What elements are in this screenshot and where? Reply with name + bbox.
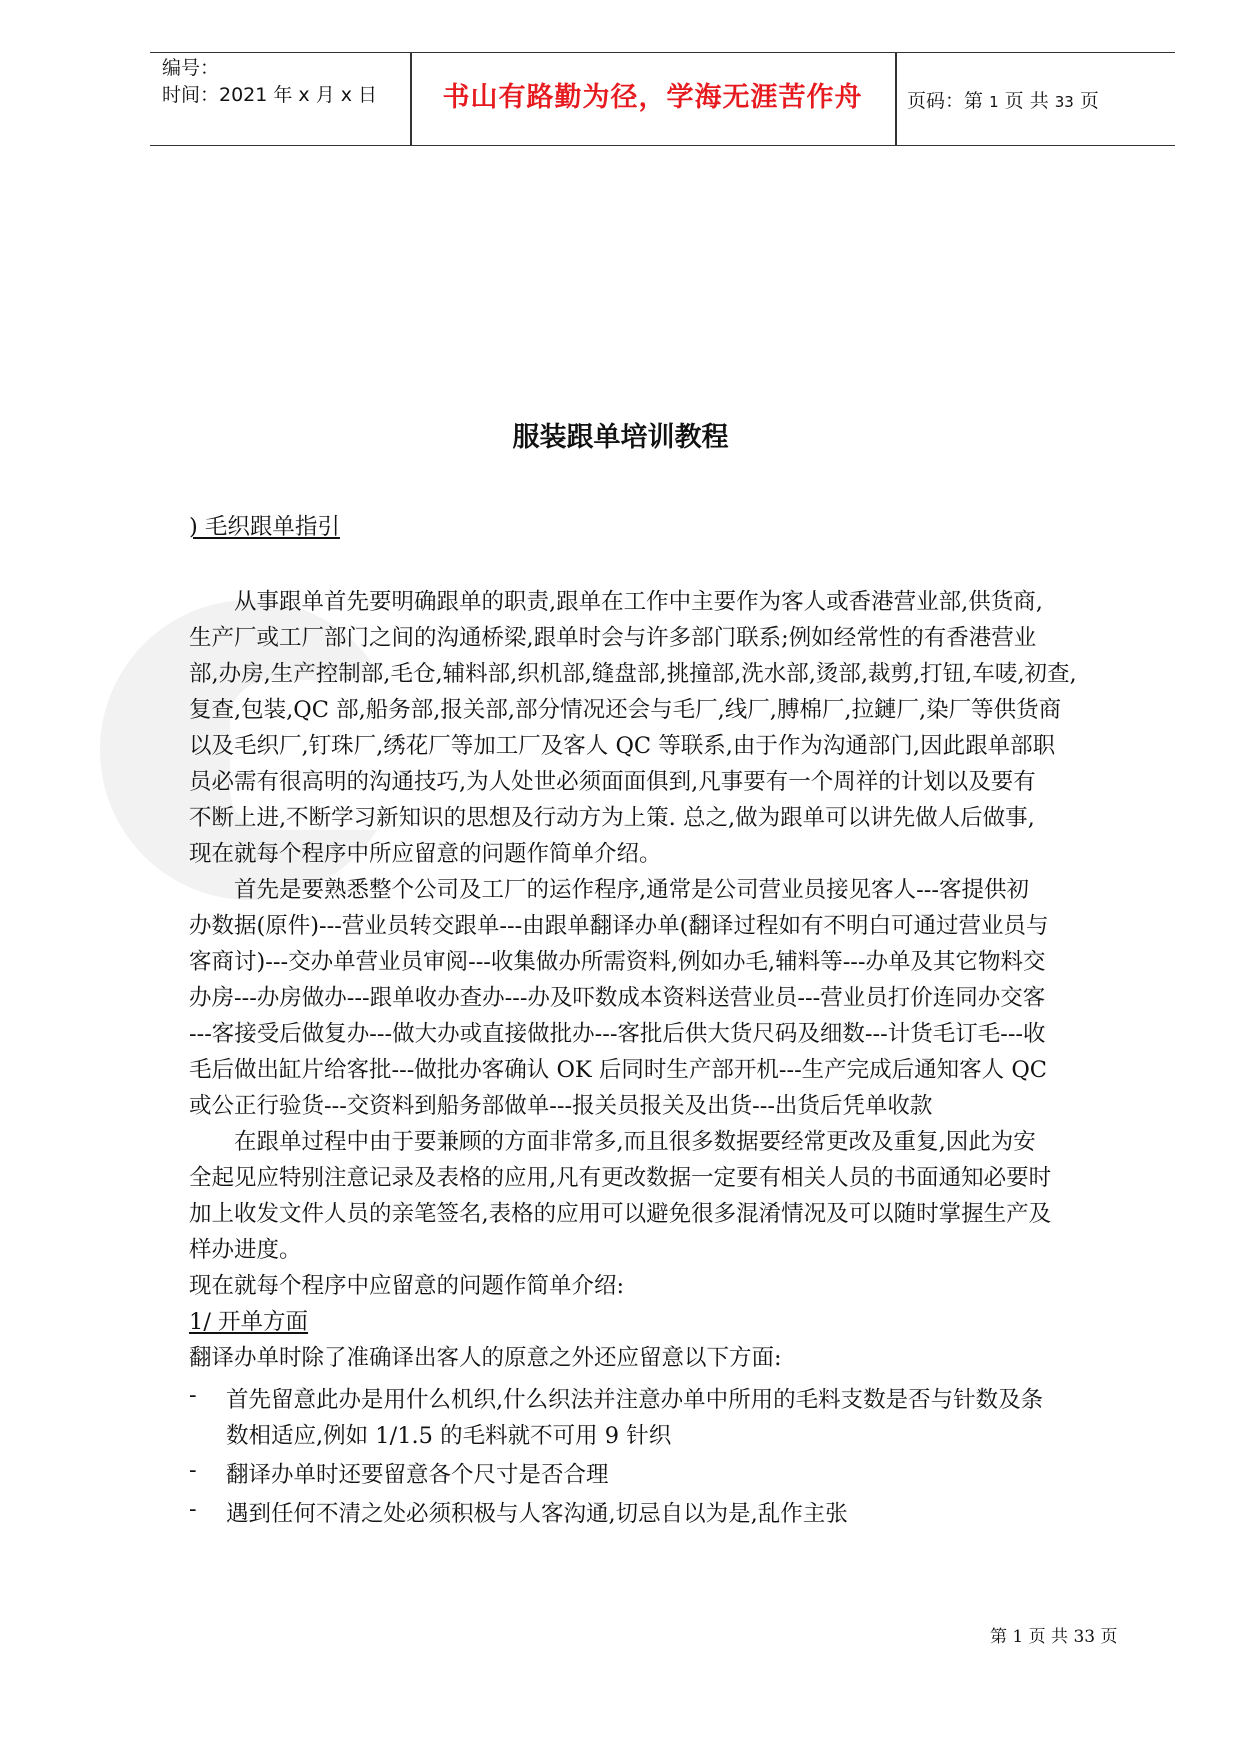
paragraph-line: 生产厂或工厂部门之间的沟通桥梁,跟单时会与许多部门联系;例如经常性的有香港营业	[189, 625, 1037, 651]
sub-intro: 翻译办单时除了准确译出客人的原意之外还应留意以下方面:	[189, 1345, 782, 1371]
document-number-label: 编号：	[162, 57, 220, 79]
paragraph-line: 办房---办房做办---跟单收办查办---办及吓数成本资料送营业员---营业员打价连同办交客	[189, 985, 1046, 1011]
header-page-current: 1	[989, 93, 999, 111]
header-page-prefix: 页码：第	[907, 90, 984, 112]
document-title: 服装跟单培训教程	[512, 422, 729, 453]
paragraph-line: 在跟单过程中由于要兼顾的方面非常多,而且很多数据要经常更改及重复,因此为安	[234, 1129, 1036, 1155]
bullet-dash: -	[189, 1496, 197, 1522]
paragraph-line: 从事跟单首先要明确跟单的职责,跟单在工作中主要作为客人或香港营业部,供货商,	[234, 589, 1043, 615]
footer-page-total: 33	[1073, 1627, 1096, 1647]
footer-suffix: 页	[1100, 1627, 1118, 1647]
footer-prefix: 第	[990, 1627, 1007, 1647]
header-divider-right	[895, 53, 897, 145]
bullet-text: 翻译办单时还要留意各个尺寸是否合理	[226, 1462, 609, 1488]
header-info	[162, 55, 408, 109]
paragraph-line: 加上收发文件人员的亲笔签名,表格的应用可以避免很多混淆情况及可以随时掌握生产及	[189, 1201, 1052, 1227]
paragraph-line: 以及毛织厂,钉珠厂,绣花厂等加工厂及客人 QC 等联系,由于作为沟通部门,因此跟单部职	[189, 733, 1056, 759]
bullet-dash: -	[189, 1457, 197, 1483]
paragraph-line: 客商讨)---交办单营业员审阅---收集做办所需资料,例如办毛,辅料等---办单及其它物料交	[189, 949, 1046, 975]
paragraph-line: 或公正行验货---交资料到船务部做单---报关员报关及出货---出货后凭单收款	[189, 1093, 933, 1119]
paragraph-line: 复查,包装,QC 部,船务部,报关部,部分情况还会与毛厂,线厂,膊棉厂,拉鏈厂,染厂等供货商	[189, 697, 1062, 723]
paragraph-line: 首先是要熟悉整个公司及工厂的运作程序,通常是公司营业员接见客人---客提供初	[234, 877, 1029, 903]
page-footer	[990, 1622, 1118, 1647]
section-heading: ) 毛织跟单指引	[189, 514, 340, 540]
header-page-total: 33	[1054, 93, 1074, 111]
intro-line: 现在就每个程序中应留意的问题作简单介绍:	[189, 1273, 625, 1299]
page-header	[150, 52, 1175, 146]
paragraph-line: 办数据(原件)---营业员转交跟单---由跟单翻译办单(翻译过程如有不明白可通过营业员与	[189, 913, 1049, 939]
header-page-suffix: 页	[1079, 90, 1099, 112]
paragraph-line: 样办进度。	[189, 1237, 302, 1263]
document-date: 时间：2021 年 x 月 x 日	[162, 84, 378, 106]
bullet-text: 遇到任何不清之处必须积极与人客沟通,切忌自以为是,乱作主张	[226, 1501, 848, 1527]
paragraph-line: 现在就每个程序中所应留意的问题作简单介绍。	[189, 841, 662, 867]
header-page-mid: 页 共	[1004, 90, 1049, 112]
paragraph-line: 毛后做出缸片给客批---做批办客确认 OK 后同时生产部开机---生产完成后通知客人 QC	[189, 1057, 1047, 1083]
header-page-number	[907, 86, 1099, 113]
header-motto: 书山有路勤为径，学海无涯苦作舟	[442, 82, 863, 113]
paragraph-line: 部,办房,生产控制部,毛仓,辅料部,织机部,缝盘部,挑撞部,洗水部,烫部,裁剪,打钮,车唛,初查,	[189, 661, 1077, 687]
paragraph-line: 员必需有很高明的沟通技巧,为人处世必须面面俱到,凡事要有一个周祥的计划以及要有	[189, 769, 1036, 795]
footer-page-current: 1	[1012, 1627, 1024, 1647]
bullet-text: 首先留意此办是用什么机织,什么织法并注意办单中所用的毛料支数是否与针数及条	[226, 1387, 1044, 1413]
bullet-text: 数相适应,例如 1/1.5 的毛料就不可用 9 针织	[226, 1423, 672, 1449]
footer-mid: 页 共	[1028, 1627, 1069, 1647]
paragraph-line: ---客接受后做复办---做大办或直接做批办---客批后供大货尺码及细数---计货毛订毛---收	[189, 1021, 1046, 1047]
paragraph-line: 全起见应特别注意记录及表格的应用,凡有更改数据一定要有相关人员的书面通知必要时	[189, 1165, 1052, 1191]
bullet-dash: -	[189, 1382, 197, 1408]
paragraph-line: 不断上进,不断学习新知识的思想及行动方为上策. 总之,做为跟单可以讲先做人后做事,	[189, 805, 1035, 831]
sub-heading: 1/ 开单方面	[189, 1309, 309, 1335]
